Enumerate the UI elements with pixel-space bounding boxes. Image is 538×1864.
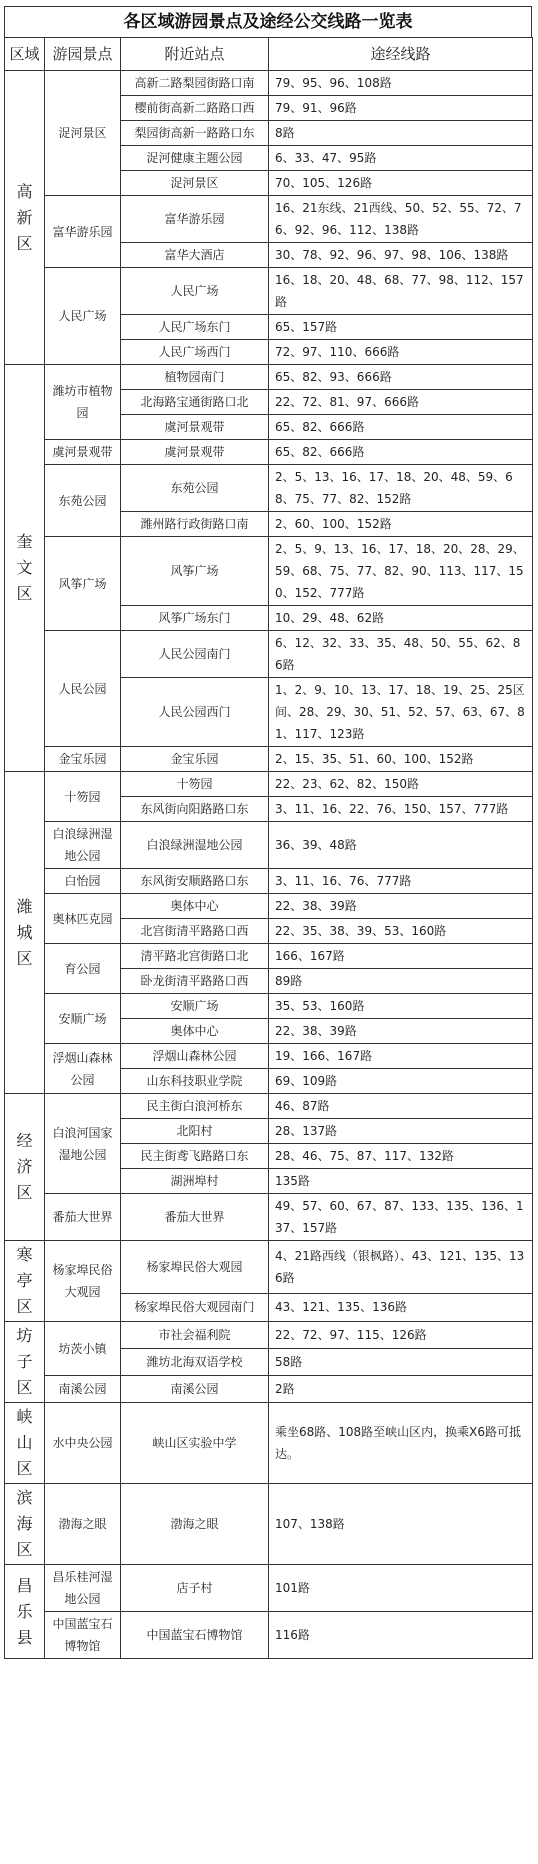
- route-list: 16、21东线、21西线、50、52、55、72、76、92、96、112、138路: [269, 196, 533, 243]
- station-name: 白浪绿洲湿地公园: [121, 822, 269, 869]
- route-list: 8路: [269, 121, 533, 146]
- route-list: 22、38、39路: [269, 1019, 533, 1044]
- route-list: 35、53、160路: [269, 994, 533, 1019]
- table-row: [5, 747, 533, 772]
- station-name: 东风街向阳路路口东: [121, 797, 269, 822]
- table-row: [5, 1403, 533, 1484]
- station-name: 高新二路梨园街路口南: [121, 71, 269, 96]
- table-row: [5, 365, 533, 390]
- spot-name: 育公园: [45, 944, 121, 994]
- route-list: 16、18、20、48、68、77、98、112、157路: [269, 268, 533, 315]
- spot-name: 浮烟山森林公园: [45, 1044, 121, 1094]
- table-row: [5, 772, 533, 797]
- route-list: 3、11、16、76、777路: [269, 869, 533, 894]
- district-cell: [5, 1403, 45, 1484]
- spot-name: 虞河景观带: [45, 440, 121, 465]
- table-row: [5, 440, 533, 465]
- station-name: 十笏园: [121, 772, 269, 797]
- station-name: 中国蓝宝石博物馆: [121, 1612, 269, 1659]
- station-name: 浞河健康主题公园: [121, 146, 269, 171]
- spot-name: 中国蓝宝石博物馆: [45, 1612, 121, 1659]
- district-cell: [5, 71, 45, 365]
- route-list: 4、21路西线（银枫路）、43、121、135、136路: [269, 1241, 533, 1294]
- route-list: 30、78、92、96、97、98、106、138路: [269, 243, 533, 268]
- station-name: 北阳村: [121, 1119, 269, 1144]
- header-district: 区域: [5, 38, 45, 71]
- route-list: 65、82、93、666路: [269, 365, 533, 390]
- route-list: 89路: [269, 969, 533, 994]
- station-name: 潍州路行政街路口南: [121, 512, 269, 537]
- station-name: 人民广场西门: [121, 340, 269, 365]
- spot-name: 白浪河国家湿地公园: [45, 1094, 121, 1194]
- station-name: 富华大酒店: [121, 243, 269, 268]
- station-name: 东风街安顺路路口东: [121, 869, 269, 894]
- table-row: [5, 465, 533, 512]
- station-name: 卧龙街清平路路口西: [121, 969, 269, 994]
- station-name: 奥体中心: [121, 894, 269, 919]
- station-name: 人民公园南门: [121, 631, 269, 678]
- page-title: 各区域游园景点及途经公交线路一览表: [4, 6, 532, 37]
- route-list: 166、167路: [269, 944, 533, 969]
- spot-name: 潍坊市植物园: [45, 365, 121, 440]
- spot-name: 昌乐桂河湿地公园: [45, 1565, 121, 1612]
- table-body: [5, 71, 533, 1659]
- route-list: 69、109路: [269, 1069, 533, 1094]
- district-cell: [5, 1241, 45, 1322]
- district-name: 昌乐县: [16, 1575, 33, 1647]
- spot-name: 安顺广场: [45, 994, 121, 1044]
- district-name: 经济区: [16, 1131, 33, 1202]
- station-name: 浮烟山森林公园: [121, 1044, 269, 1069]
- route-list: 6、12、32、33、35、48、50、55、62、86路: [269, 631, 533, 678]
- station-name: 人民广场东门: [121, 315, 269, 340]
- station-name: 奥体中心: [121, 1019, 269, 1044]
- spot-name: 杨家埠民俗大观园: [45, 1241, 121, 1322]
- station-name: 安顺广场: [121, 994, 269, 1019]
- table-row: [5, 196, 533, 243]
- station-name: 樱前街高新二路路口西: [121, 96, 269, 121]
- route-list: 22、23、62、82、150路: [269, 772, 533, 797]
- station-name: 民主街鸢飞路路口东: [121, 1144, 269, 1169]
- table-row: [5, 537, 533, 606]
- route-list: 58路: [269, 1349, 533, 1376]
- route-list: 22、35、38、39、53、160路: [269, 919, 533, 944]
- table-row: [5, 1094, 533, 1119]
- spot-name: 人民公园: [45, 631, 121, 747]
- table-row: [5, 1194, 533, 1241]
- header-station: 附近站点: [121, 38, 269, 71]
- route-list: 6、33、47、95路: [269, 146, 533, 171]
- district-name: 高新区: [16, 181, 33, 253]
- route-list: 19、166、167路: [269, 1044, 533, 1069]
- table-row: [5, 1612, 533, 1659]
- route-list: 79、95、96、108路: [269, 71, 533, 96]
- station-name: 山东科技职业学院: [121, 1069, 269, 1094]
- district-name: 滨海区: [16, 1488, 33, 1559]
- district-name: 寒亭区: [16, 1245, 33, 1316]
- spot-name: 南溪公园: [45, 1376, 121, 1403]
- station-name: 浞河景区: [121, 171, 269, 196]
- district-cell: [5, 1322, 45, 1403]
- station-name: 植物园南门: [121, 365, 269, 390]
- station-name: 虞河景观带: [121, 440, 269, 465]
- route-list: 2、5、13、16、17、18、20、48、59、68、75、77、82、152路: [269, 465, 533, 512]
- route-list: 70、105、126路: [269, 171, 533, 196]
- route-list: 22、72、81、97、666路: [269, 390, 533, 415]
- table-row: [5, 994, 533, 1019]
- route-list: 2、60、100、152路: [269, 512, 533, 537]
- district-cell: [5, 1565, 45, 1659]
- route-list: 28、137路: [269, 1119, 533, 1144]
- route-list: 2、5、9、13、16、17、18、20、28、29、59、68、75、77、82、90、113、117、150、152、777路: [269, 537, 533, 606]
- station-name: 风筝广场: [121, 537, 269, 606]
- route-list: 72、97、110、666路: [269, 340, 533, 365]
- district-cell: [5, 1094, 45, 1241]
- station-name: 潍坊北海双语学校: [121, 1349, 269, 1376]
- spot-name: 人民广场: [45, 268, 121, 365]
- district-cell: [5, 772, 45, 1094]
- station-name: 人民广场: [121, 268, 269, 315]
- spot-name: 富华游乐园: [45, 196, 121, 268]
- spot-name: 浞河景区: [45, 71, 121, 196]
- route-list: 49、57、60、67、87、133、135、136、137、157路: [269, 1194, 533, 1241]
- route-table: [4, 37, 533, 1659]
- station-name: 金宝乐园: [121, 747, 269, 772]
- route-list: 101路: [269, 1565, 533, 1612]
- station-name: 人民公园西门: [121, 678, 269, 747]
- table-row: [5, 1376, 533, 1403]
- station-name: 南溪公园: [121, 1376, 269, 1403]
- spot-name: 十笏园: [45, 772, 121, 822]
- route-list: 2路: [269, 1376, 533, 1403]
- route-list: 116路: [269, 1612, 533, 1659]
- station-name: 民主街白浪河桥东: [121, 1094, 269, 1119]
- route-list: 36、39、48路: [269, 822, 533, 869]
- district-name: 坊子区: [16, 1326, 33, 1397]
- spot-name: 白怡园: [45, 869, 121, 894]
- station-name: 店子村: [121, 1565, 269, 1612]
- route-list: 65、82、666路: [269, 440, 533, 465]
- station-name: 北宫街清平路路口西: [121, 919, 269, 944]
- spot-name: 水中央公园: [45, 1403, 121, 1484]
- station-name: 北海路宝通街路口北: [121, 390, 269, 415]
- route-list: 43、121、135、136路: [269, 1293, 533, 1321]
- station-name: 番茄大世界: [121, 1194, 269, 1241]
- route-list: 135路: [269, 1169, 533, 1194]
- table-row: [5, 822, 533, 869]
- station-name: 富华游乐园: [121, 196, 269, 243]
- station-name: 风筝广场东门: [121, 606, 269, 631]
- table-row: [5, 1484, 533, 1565]
- station-name: 清平路北宫街路口北: [121, 944, 269, 969]
- spot-name: 奥林匹克园: [45, 894, 121, 944]
- district-name: 峡山区: [16, 1407, 33, 1478]
- station-name: 虞河景观带: [121, 415, 269, 440]
- station-name: 东苑公园: [121, 465, 269, 512]
- table-row: [5, 71, 533, 96]
- route-list: 107、138路: [269, 1484, 533, 1565]
- district-name: 潍城区: [16, 896, 33, 968]
- route-list: 乘坐68路、108路至峡山区内，换乘X6路可抵达。: [269, 1403, 533, 1484]
- station-name: 杨家埠民俗大观园: [121, 1241, 269, 1294]
- route-list: 79、91、96路: [269, 96, 533, 121]
- table-row: [5, 631, 533, 678]
- route-list: 65、82、666路: [269, 415, 533, 440]
- spot-name: 白浪绿洲湿地公园: [45, 822, 121, 869]
- spot-name: 东苑公园: [45, 465, 121, 537]
- route-list: 1、2、9、10、13、17、18、19、25、25区间、28、29、30、51、52、57、63、67、81、117、123路: [269, 678, 533, 747]
- table-row: [5, 1241, 533, 1294]
- route-list: 28、46、75、87、117、132路: [269, 1144, 533, 1169]
- district-cell: [5, 365, 45, 772]
- route-list: 65、157路: [269, 315, 533, 340]
- header-spot: 游园景点: [45, 38, 121, 71]
- table-row: [5, 1565, 533, 1612]
- route-list: 2、15、35、51、60、100、152路: [269, 747, 533, 772]
- route-list: 10、29、48、62路: [269, 606, 533, 631]
- station-name: 湖洲埠村: [121, 1169, 269, 1194]
- route-list: 46、87路: [269, 1094, 533, 1119]
- station-name: 市社会福利院: [121, 1322, 269, 1349]
- table-row: [5, 1044, 533, 1069]
- station-name: 峡山区实验中学: [121, 1403, 269, 1484]
- table-row: [5, 268, 533, 315]
- route-list: 22、72、97、115、126路: [269, 1322, 533, 1349]
- table-row: [5, 894, 533, 919]
- table-row: [5, 869, 533, 894]
- spot-name: 金宝乐园: [45, 747, 121, 772]
- header-routes: 途经线路: [269, 38, 533, 71]
- station-name: 渤海之眼: [121, 1484, 269, 1565]
- header-row: [5, 38, 533, 71]
- district-cell: [5, 1484, 45, 1565]
- table-row: [5, 944, 533, 969]
- route-list: 3、11、16、22、76、150、157、777路: [269, 797, 533, 822]
- spot-name: 风筝广场: [45, 537, 121, 631]
- route-table-sheet: [4, 6, 532, 1659]
- spot-name: 渤海之眼: [45, 1484, 121, 1565]
- district-name: 奎文区: [16, 532, 33, 603]
- station-name: 杨家埠民俗大观园南门: [121, 1293, 269, 1321]
- route-list: 22、38、39路: [269, 894, 533, 919]
- station-name: 梨园街高新一路路口东: [121, 121, 269, 146]
- spot-name: 番茄大世界: [45, 1194, 121, 1241]
- table-row: [5, 1322, 533, 1349]
- spot-name: 坊茨小镇: [45, 1322, 121, 1376]
